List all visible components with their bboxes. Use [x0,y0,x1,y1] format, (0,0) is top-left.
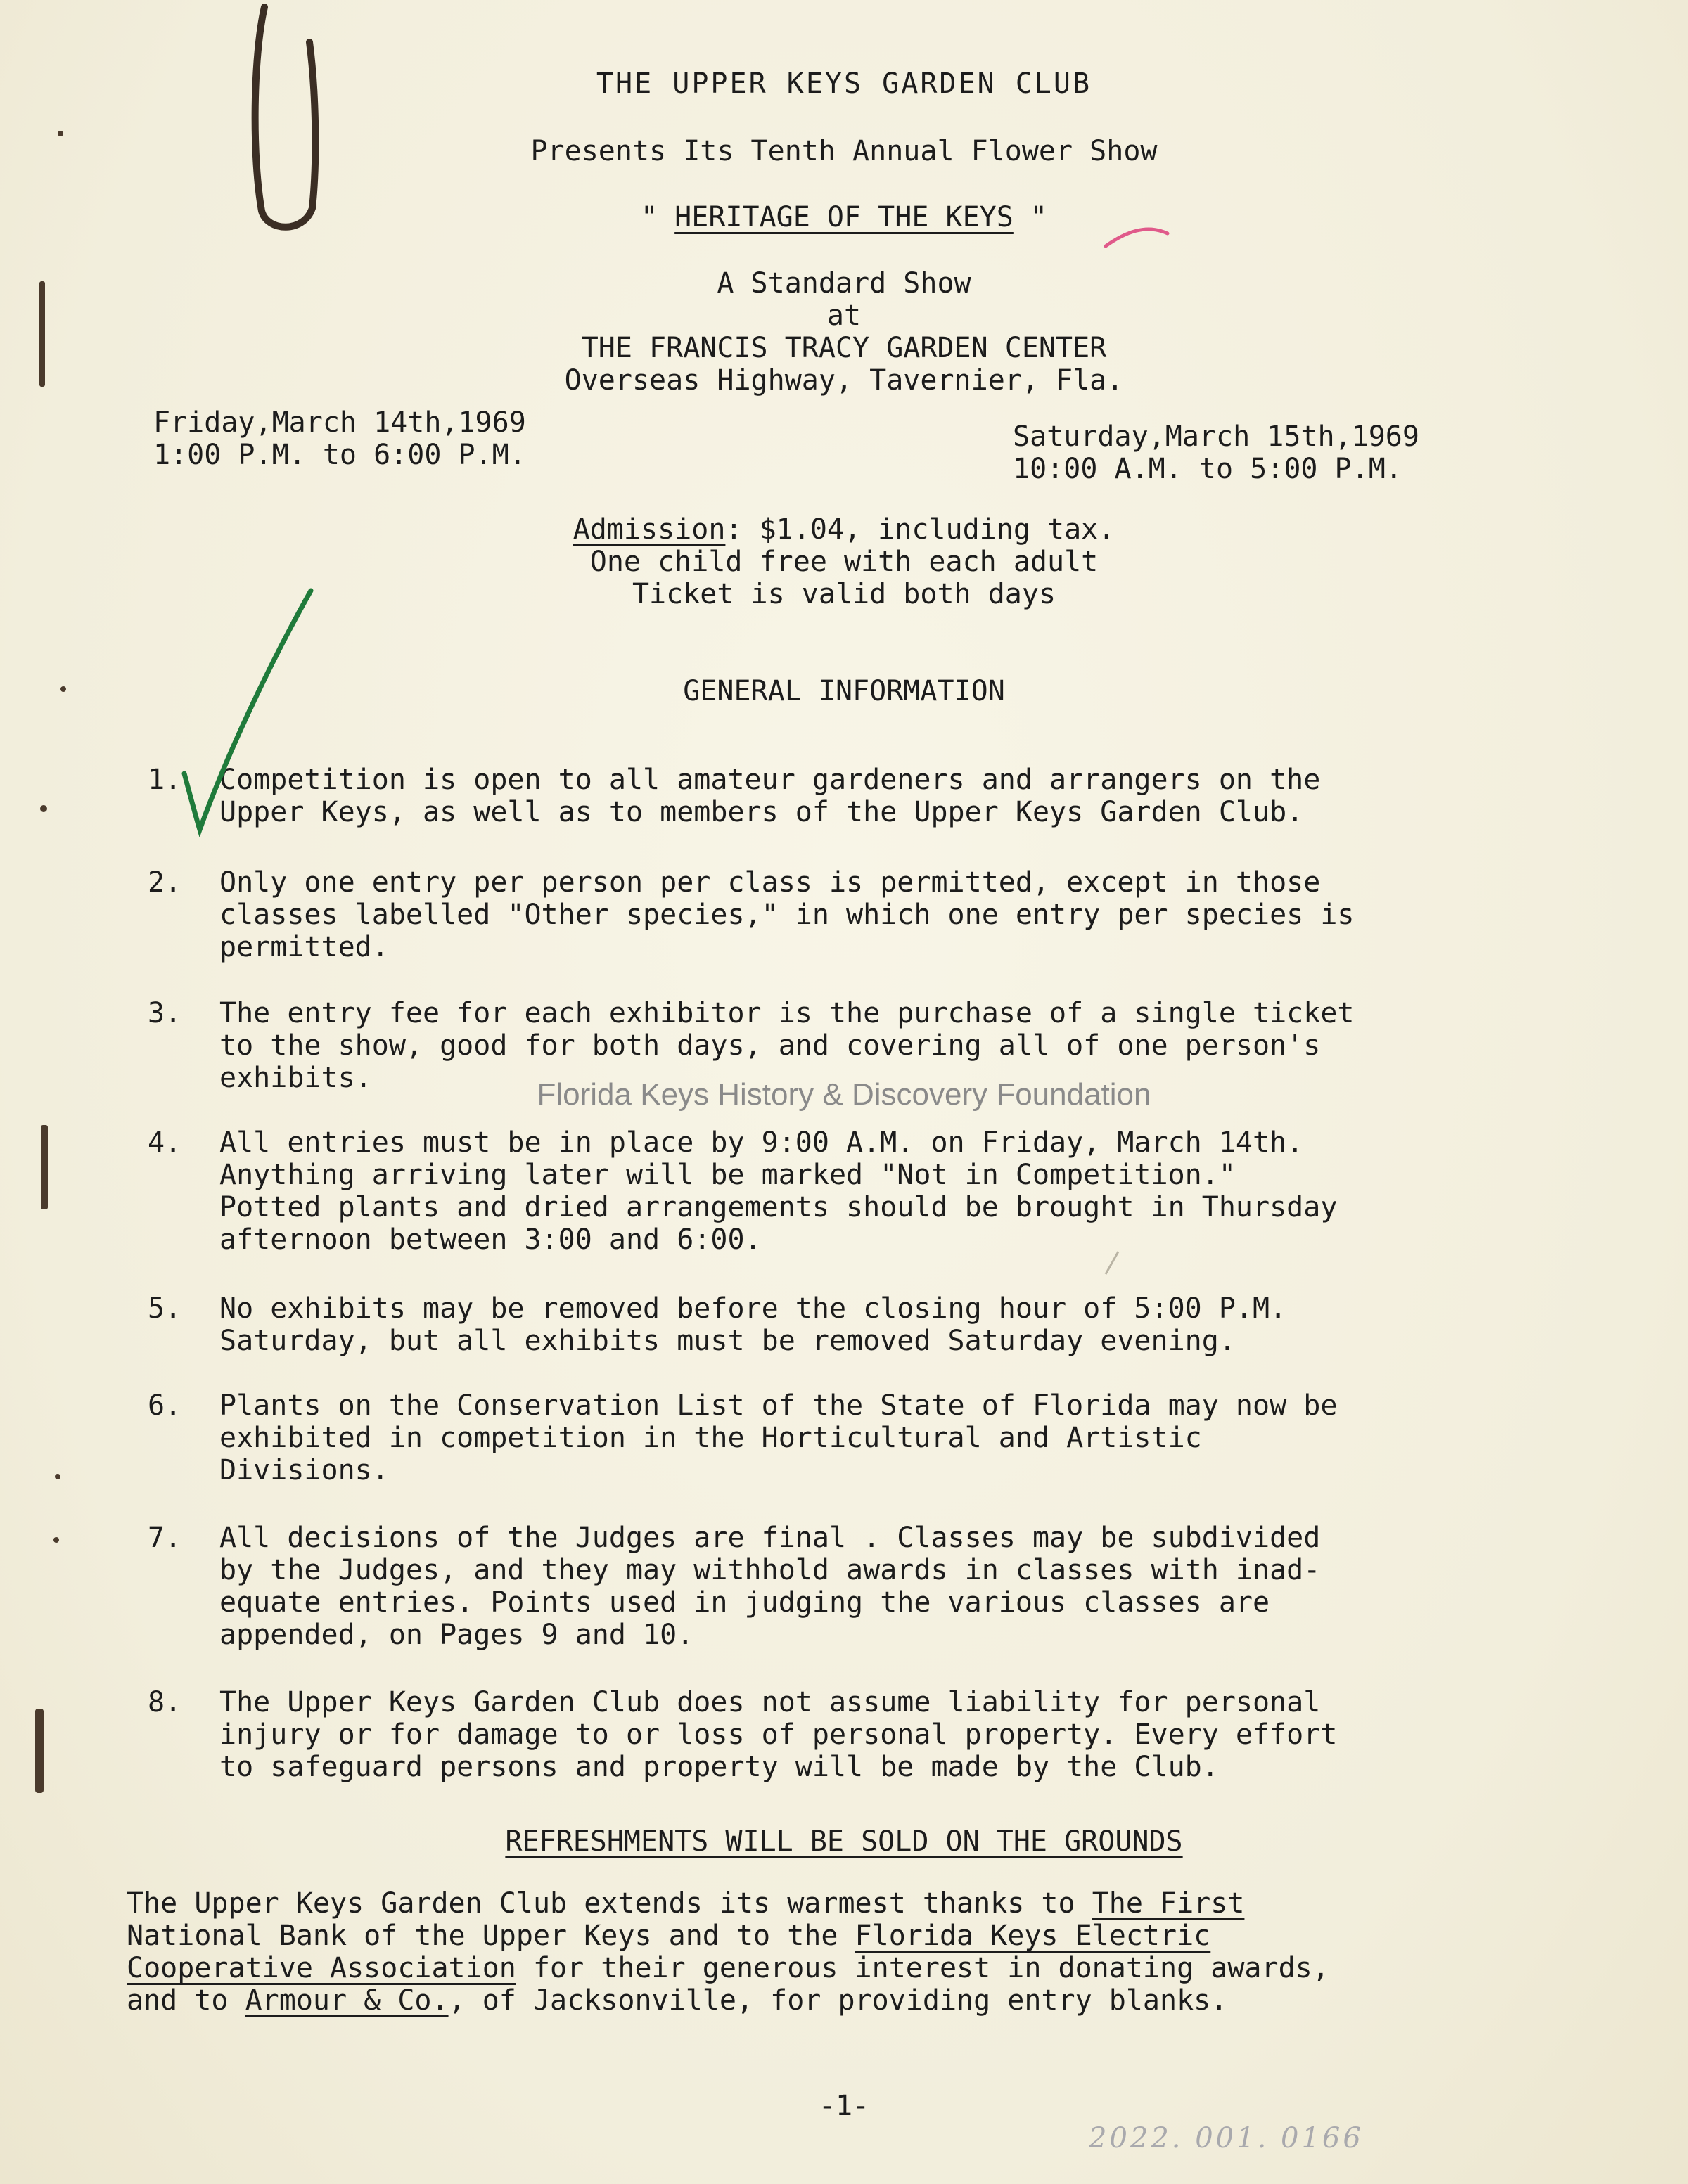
show-type: A Standard Show [717,267,971,300]
general-info-heading: GENERAL INFORMATION [683,675,1005,707]
thanks-line-3: Cooperative Association for their generous interest in donating awards, [127,1952,1329,1984]
item-line: appended, on Pages 9 and 10. [219,1619,694,1651]
item-number: 5. [148,1292,182,1325]
item-number: 2. [148,866,182,899]
item-line: Saturday, but all exhibits must be removed Saturday evening. [219,1325,1236,1357]
item-line: The Upper Keys Garden Club does not assume liability for personal [219,1686,1321,1719]
at-line: at [826,300,862,332]
item-line: exhibited in competition in the Horticultural and Artistic [219,1422,1202,1454]
item-number: 7. [148,1522,182,1554]
admission-price: Admission: $1.04, including tax. [573,513,1115,546]
watermark: Florida Keys History & Discovery Foundation [537,1077,1151,1112]
venue-name: THE FRANCIS TRACY GARDEN CENTER [581,332,1107,364]
theme-quote-open: " [641,201,675,233]
item-line: All decisions of the Judges are final . Classes may be subdivided [219,1522,1321,1554]
item-line: afternoon between 3:00 and 6:00. [219,1223,762,1256]
item-line: to the show, good for both days, and covering all of one person's [219,1029,1321,1062]
item-line: Anything arriving later will be marked "Not in Competition." [219,1159,1236,1191]
thanks-line-4: and to Armour & Co., of Jacksonville, for providing entry blanks. [127,1984,1228,2017]
item-line: All entries must be in place by 9:00 A.M. on Friday, March 14th. [219,1126,1304,1159]
sponsor-armour: Armour & Co. [245,1984,449,2017]
sponsor-first-national: The First [1092,1887,1245,1920]
thanks-line-1: The Upper Keys Garden Club extends its warmest thanks to The First [127,1887,1245,1920]
item-line: No exhibits may be removed before the closing hour of 5:00 P.M. [219,1292,1287,1325]
admission-ticket: Ticket is valid both days [632,578,1056,610]
item-number: 8. [148,1686,182,1719]
refreshments-notice: REFRESHMENTS WILL BE SOLD ON THE GROUNDS [505,1825,1183,1858]
club-name: THE UPPER KEYS GARDEN CLUB [596,68,1092,100]
item-line: permitted. [219,931,389,963]
stray-pencil-mark [1106,1252,1118,1274]
item-line: classes labelled "Other species," in which one entry per species is [219,899,1355,931]
friday-date: Friday,March 14th,1969 [153,406,526,439]
item-number: 4. [148,1126,182,1159]
sponsor-fkec: Florida Keys Electric [855,1920,1211,1952]
binder-ring-icon [255,7,316,227]
item-line: equate entries. Points used in judging the various classes are [219,1586,1270,1619]
saturday-time: 10:00 A.M. to 5:00 P.M. [1013,453,1402,485]
item-number: 3. [148,997,182,1029]
presents-line: Presents Its Tenth Annual Flower Show [530,135,1158,167]
item-line: exhibits. [219,1062,372,1094]
item-number: 6. [148,1389,182,1422]
admission-child: One child free with each adult [589,546,1099,578]
item-line: Plants on the Conservation List of the State of Florida may now be [219,1389,1338,1422]
admission-label: Admission [573,513,726,546]
item-line: Potted plants and dried arrangements should be brought in Thursday [219,1191,1338,1223]
item-number: 1. [148,764,182,796]
theme-title: HERITAGE OF THE KEYS [674,201,1014,233]
pink-tick-icon [1106,229,1168,246]
venue-address: Overseas Highway, Tavernier, Fla. [564,364,1124,397]
saturday-date: Saturday,March 15th,1969 [1013,420,1419,453]
item-line: Upper Keys, as well as to members of the Upper Keys Garden Club. [219,796,1304,828]
item-line: to safeguard persons and property will be made by the Club. [219,1751,1219,1783]
item-line: by the Judges, and they may withhold awards in classes with inad- [219,1554,1321,1586]
item-line: The entry fee for each exhibitor is the purchase of a single ticket [219,997,1355,1029]
item-line: Only one entry per person per class is permitted, except in those [219,866,1321,899]
thanks-line-2: National Bank of the Upper Keys and to the Florida Keys Electric [127,1920,1211,1952]
green-check-icon [184,591,311,830]
accession-number: 2022. 001. 0166 [1089,2122,1364,2154]
theme-quote-close: " [1013,201,1047,233]
edge-specks [35,131,66,1793]
page-number: -1- [818,2090,870,2122]
item-line: Divisions. [219,1454,389,1486]
friday-time: 1:00 P.M. to 6:00 P.M. [153,439,526,471]
item-line: Competition is open to all amateur gardeners and arrangers on the [219,764,1321,796]
item-line: injury or for damage to or loss of personal property. Every effort [219,1719,1338,1751]
